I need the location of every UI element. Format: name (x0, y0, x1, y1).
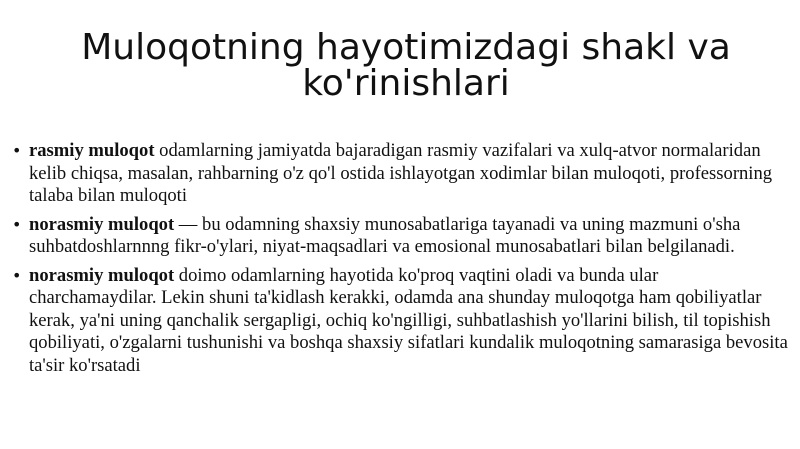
bullet-item (12, 214, 790, 259)
bullet-list (12, 140, 790, 383)
bullet-dot-icon: • (12, 265, 22, 285)
bullet-item (12, 265, 790, 378)
bullet-term: norasmiy muloqot (29, 264, 175, 286)
bullet-text: — bu odamning shaxsiy munosabatlariga tayanadi va uning mazmuni o'sha suhbatdoshlarnnng fikr-o'ylari, niyat-maqsadlari va emosional munosabatlari bilan belgilanadi. (29, 213, 741, 257)
bullet-term: norasmiy muloqot (29, 213, 175, 235)
bullet-text: odamlarning jamiyatda bajaradigan rasmiy vazifalari va xulq-atvor normalaridan kelib chiqsa, masalan, rahbarning o'z qo'l ostida ishlayotgan xodimlar bilan muloqoti, professorning talaba bilan muloqoti (29, 140, 773, 206)
bullet-term: rasmiy muloqot (29, 140, 155, 161)
bullet-text: doimo odamlarning hayotida ko'proq vaqtini oladi va bunda ular charchamaydilar. Lekin shuni ta'kidlash kerakki, odamda ana shunday muloqotga ham qobiliyatlar kerak, ya'ni uning qanchalik sergapligi, ochiq ko'ngilligi, suhbatlashish yo'llarini bilish, til topishish qobiliyati, o'zgalarni tushunishi va boshqa shaxsiy sifatlari kundalik muloqotning samarasiga bevosita ta'sir ko'rsatadi (29, 264, 788, 376)
bullet-dot-icon: • (12, 141, 22, 160)
bullet-item (12, 140, 790, 208)
slide-title: Muloqotning hayotimizdagi shakl va ko'rinishlari (81, 27, 731, 104)
bullet-dot-icon: • (12, 214, 22, 234)
